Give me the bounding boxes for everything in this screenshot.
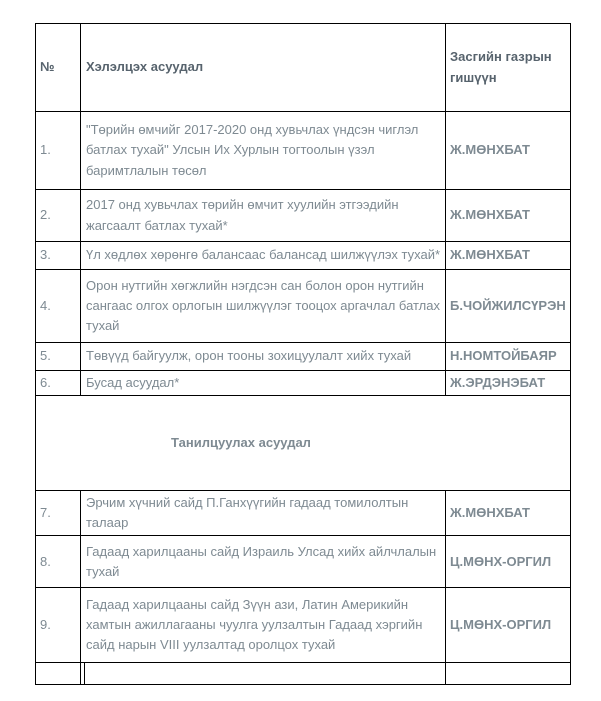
issue-cell: Орон нутгийн хөгжлийн нэгдсэн сан болон орон нутгийн сангаас олгох орлогын шилжүүлэг тооцох аргачлал батлах тухай (81, 270, 446, 343)
empty-row (36, 663, 571, 685)
table-row (36, 270, 571, 343)
table-row (36, 371, 571, 396)
issue-cell: Эрчим хүчний сайд П.Ганхүүгийн гадаад томилолтын талаар (81, 491, 446, 536)
table-row (36, 343, 571, 371)
table-row (36, 491, 571, 536)
row-number: 9. (36, 588, 81, 663)
table-row (36, 588, 571, 663)
row-number: 7. (36, 491, 81, 536)
row-number: 8. (36, 536, 81, 588)
member-cell: Ж.ЭРДЭНЭБАТ (446, 371, 571, 396)
member-cell: Ж.МӨНХБАТ (446, 491, 571, 536)
row-number: 6. (36, 371, 81, 396)
header-member: Засгийн газрын гишүүн (446, 24, 571, 112)
empty-cell (446, 663, 571, 685)
row-number: 3. (36, 242, 81, 270)
member-cell: Н.НОМТОЙБАЯР (446, 343, 571, 371)
agenda-document (35, 23, 571, 685)
issue-cell: Гадаад харилцааны сайд Зүүн ази, Латин Америкийн хамтын ажиллагааны чуулга уулзалтын Гадаад хэргийн сайд нарын VIII уулзалтад оролцох тухай (81, 588, 446, 663)
section-header-row (36, 396, 571, 491)
header-issue: Хэлэлцэх асуудал (81, 24, 446, 112)
table-row (36, 190, 571, 242)
issue-cell: Төвүүд байгуулж, орон тооны зохицуулалт хийх тухай (81, 343, 446, 371)
member-cell: Ж.МӨНХБАТ (446, 190, 571, 242)
agenda-table (35, 23, 571, 685)
member-cell: Ж.МӨНХБАТ (446, 112, 571, 190)
section-header: Танилцуулах асуудал (36, 396, 571, 491)
header-number: № (36, 24, 81, 112)
issue-cell: Бусад асуудал* (81, 371, 446, 396)
row-number: 1. (36, 112, 81, 190)
member-cell: Ц.МӨНХ-ОРГИЛ (446, 536, 571, 588)
table-row (36, 112, 571, 190)
row-number: 2. (36, 190, 81, 242)
issue-cell: Үл хөдлөх хөрөнгө балансаас балансад шилжүүлэх тухай* (81, 242, 446, 270)
issue-cell: "Төрийн өмчийг 2017-2020 онд хувьчлах үндсэн чиглэл батлах тухай" Улсын Их Хурлын тогтоолын үзэл баримтлалын төсөл (81, 112, 446, 190)
row-number: 5. (36, 343, 81, 371)
member-cell: Б.ЧОЙЖИЛСҮРЭН (446, 270, 571, 343)
member-cell: Ж.МӨНХБАТ (446, 242, 571, 270)
member-cell: Ц.МӨНХ-ОРГИЛ (446, 588, 571, 663)
table-header-row (36, 24, 571, 112)
table-row (36, 242, 571, 270)
table-row (36, 536, 571, 588)
empty-cell (36, 663, 81, 685)
issue-cell: Гадаад харилцааны сайд Израиль Улсад хийх айлчлалын тухай (81, 536, 446, 588)
row-number: 4. (36, 270, 81, 343)
empty-cell (85, 663, 446, 685)
issue-cell: 2017 онд хувьчлах төрийн өмчит хуулийн этгээдийн жагсаалт батлах тухай* (81, 190, 446, 242)
